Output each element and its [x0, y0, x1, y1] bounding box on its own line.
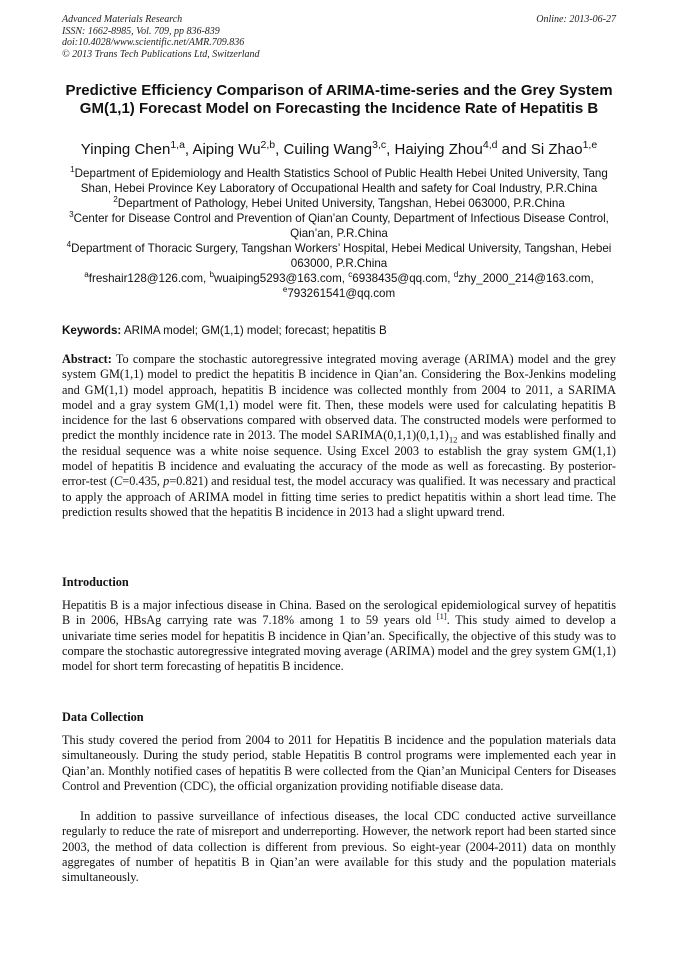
affiliation — [62, 196, 616, 211]
issn-line: ISSN: 1662-8985, Vol. 709, pp 836-839 — [62, 25, 220, 37]
data-collection-heading: Data Collection — [62, 710, 144, 724]
data-collection-paragraph-2 — [62, 809, 616, 885]
affiliation — [62, 211, 616, 241]
abstract-c-value: =0.435, — [122, 474, 164, 489]
affiliation-text: Center for Disease Control and Prevention of Qian’an County, Department of Infectious Disease Control, Qian’an, P.R.China — [73, 212, 609, 240]
affiliation-text: Department of Thoracic Surgery, Tangshan Workers’ Hospital, Hebei Medical University, Tangshan, Hebei 063000, P.R.China — [71, 242, 612, 270]
paper-title: Predictive Efficiency Comparison of ARIMA-time-series and the Grey System GM(1,1) Forecast Model on Forecasting the Incidence Rate of Hepatitis B — [65, 82, 613, 117]
abstract-subscript: 12 — [448, 434, 458, 445]
introduction-text: Hepatitis B is a major infectious disease in China. Based on the serological epidemiological survey of hepatitis B in 2006, HBsAg carrying rate was 7.18% among 1 to 59 years old — [62, 598, 616, 628]
introduction-text: . This study aimed to develop a univariate time series model for hepatitis B incidence in Qian’an. Specifically, the objective of this study was to compare the stochastic autoregressive integrated moving average (ARIMA) model and the grey system GM(1,1) model for short term forecasting of hepatitis B incidence. — [62, 613, 616, 674]
author-sup: 3,c — [372, 139, 387, 151]
keywords-label: Keywords: — [62, 324, 122, 337]
journal-header — [62, 14, 260, 60]
data-collection-paragraph-1 — [62, 733, 616, 794]
email-sup: c — [348, 270, 353, 280]
author: Yinping Chen — [80, 141, 171, 158]
citation-link[interactable]: [1] — [436, 611, 447, 622]
author: Haiying Zhou — [394, 141, 483, 158]
abstract-p-symbol: p — [163, 474, 170, 489]
abstract — [62, 352, 616, 520]
affiliation — [62, 241, 616, 271]
affiliation — [62, 166, 616, 196]
journal-name: Advanced Materials Research — [62, 14, 183, 25]
author-list — [62, 141, 616, 159]
email-list: $^a$freshair128@126.com, $^b$wuaiping5293@163.com, $^c$6938435@qq.com, $^d$zhy_2000_214@163.com, $^e$793261541@qq.com — [84, 270, 594, 300]
copyright-line: © 2013 Trans Tech Publications Ltd, Switzerland — [62, 48, 260, 60]
keywords — [62, 324, 616, 337]
author-separator: and — [497, 141, 531, 158]
email-link[interactable]: zhy_2000_214@163.com — [458, 272, 591, 285]
affiliation-text: Department of Pathology, Hebei United University, Tangshan, Hebei 063000, P.R.China — [117, 197, 565, 210]
author: Si Zhao — [530, 141, 583, 158]
email-sup: d — [453, 270, 459, 280]
email-sup: a — [84, 270, 89, 280]
affiliations — [62, 166, 616, 301]
author-separator: , — [386, 141, 395, 158]
author: Cuiling Wang — [283, 141, 373, 158]
data-collection-text: This study covered the period from 2004 to 2011 for Hepatitis B incidence and the population materials data simultaneously. During the study period, stable Hepatitis B control programs were implemented each year in Qian’an. Monthly notified cases of hepatitis B were collected from the Qian’an Municipal Centers for Diseases Control and Prevention (CDC), the official organization providing notifiable disease data. — [62, 733, 616, 793]
affiliation-sup: 4 — [66, 240, 72, 250]
affiliation-sup: 1 — [70, 165, 75, 175]
email-sup: e — [282, 285, 288, 295]
introduction-body — [62, 598, 616, 674]
data-collection-text: In addition to passive surveillance of infectious diseases, the local CDC conducted active surveillance regularly to reduce the rate of misreport and underreporting. However, the network report had been started since 2003, the method of data collection is different from previous. So eight-year (2004-2011) data on monthly aggregates of number of hepatitis B in Qian’an were available for this study and the population materials simultaneously. — [62, 809, 616, 885]
email-link[interactable]: freshair128@126.com — [88, 272, 204, 285]
online-date: Online: 2013-06-27 — [536, 14, 616, 25]
doi-line[interactable]: doi:10.4028/www.scientific.net/AMR.709.836 — [62, 37, 245, 48]
author-sup: 1,e — [582, 139, 598, 151]
email-link[interactable]: wuaiping5293@163.com — [213, 272, 342, 285]
author-sup: 1,a — [170, 139, 185, 151]
keywords-text: ARIMA model; GM(1,1) model; forecast; hepatitis B — [123, 324, 387, 337]
author-separator: , — [275, 141, 284, 158]
email-sup: b — [209, 270, 214, 280]
author-sup: 2,b — [260, 139, 276, 151]
affiliation-text: Department of Epidemiology and Health Statistics School of Public Health Hebei United University, Tang Shan, Hebei Province Key Laboratory of Occupational Health and safety for Coal Industry, P.R.China — [74, 167, 608, 195]
author-sup: 4,d — [482, 139, 498, 151]
abstract-c-symbol: C — [114, 474, 123, 489]
author-separator: , — [184, 141, 193, 158]
author: Aiping Wu — [192, 141, 261, 158]
abstract-text: To compare the stochastic autoregressive integrated moving average (ARIMA) model and the grey system GM(1,1) model to predict the hepatitis B incidence in Qian’an. Considering the Box-Jenkins modeling and GM(1,1) model approach, hepatitis B incidence was collected monthly from 2004 to 2011, a SARIMA model and a gray system GM(1,1) model were fit. Then, these models were used for calculating hepatitis B incidence for the last 6 observations compared with observed data. The constructed models were performed to predict the monthly incidence rate in 2013. The model SARIMA(0,1,1)(0,1,1) — [62, 352, 616, 443]
abstract-label: Abstract: — [62, 352, 112, 366]
abstract-text: and was established finally and the residual sequence was a white noise sequence. Using Excel 2003 to establish the gray system GM(1,1) model of hepatitis B incidence and evaluating the accuracy of the mode as well as forecasting. By posterior-error-test ( — [62, 428, 617, 489]
email-link[interactable]: 793261541@qq.com — [287, 287, 396, 300]
abstract-text: =0.821) and residual test, the model accuracy was qualified. It was necessary and practical to apply the approach of ARIMA model in fitting time series to predict hepatitis within a short lead time. The prediction results showed that the hepatitis B incidence in 2013 had a slight upward trend. — [62, 474, 616, 519]
email-link[interactable]: 6938435@qq.com — [352, 272, 448, 285]
affiliation-sup: 3 — [69, 210, 74, 220]
introduction-heading: Introduction — [62, 575, 129, 589]
affiliation-sup: 2 — [113, 195, 118, 205]
